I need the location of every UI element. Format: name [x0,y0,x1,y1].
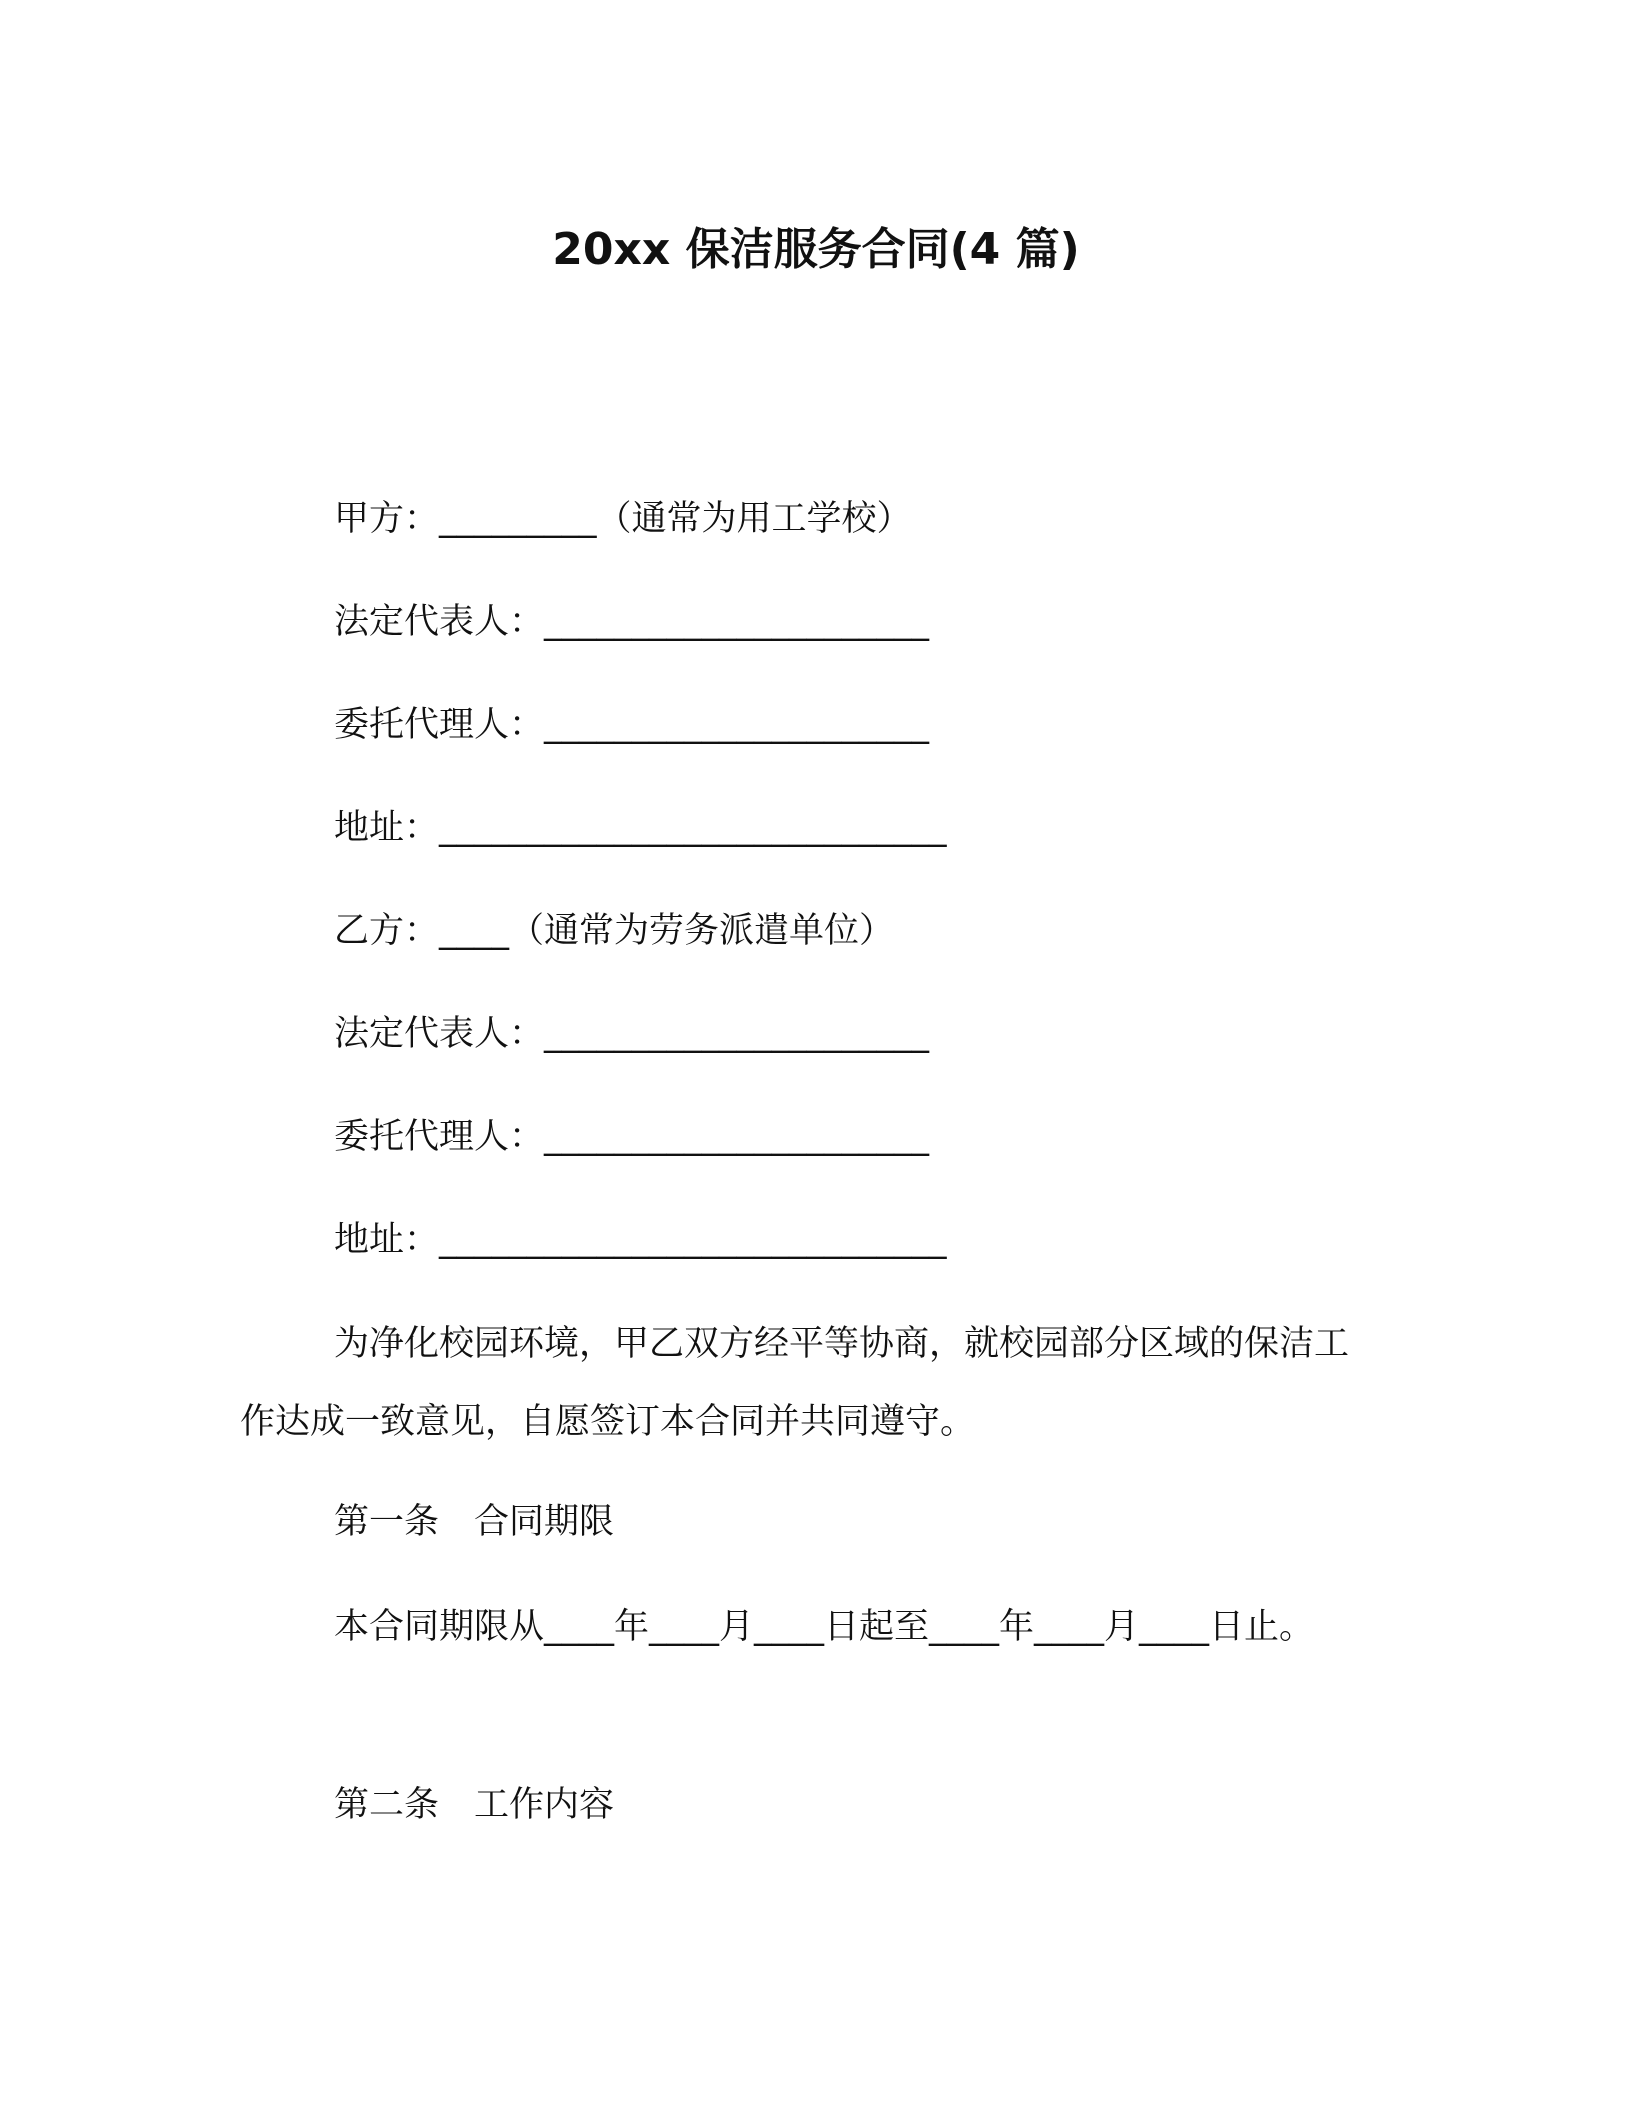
party-a-agent-line: 委托代理人：______________________ [334,705,930,745]
article-2-heading: 第二条 工作内容 [334,1785,615,1825]
party-b-address-line: 地址：_____________________________ [334,1220,947,1260]
party-b-legal-rep-line: 法定代表人：______________________ [334,1014,930,1054]
article-1-heading: 第一条 合同期限 [334,1502,615,1542]
party-a-legal-rep-line: 法定代表人：______________________ [334,602,930,642]
party-a-line: 甲方：_________（通常为用工学校） [334,499,912,539]
party-a-address-line: 地址：_____________________________ [334,808,947,848]
document-title: 20xx 保洁服务合同(4 篇) [552,224,1080,275]
intro-paragraph: 为净化校园环境，甲乙双方经平等协商，就校园部分区域的保洁工作达成一致意见，自愿签订本合同并共同遵守。 [240,1324,1350,1442]
article-1-text: 本合同期限从____年____月____日起至____年____月____日止。 [334,1607,1315,1647]
party-b-line: 乙方：____（通常为劳务派遣单位） [334,911,895,951]
party-b-agent-line: 委托代理人：______________________ [334,1117,930,1157]
